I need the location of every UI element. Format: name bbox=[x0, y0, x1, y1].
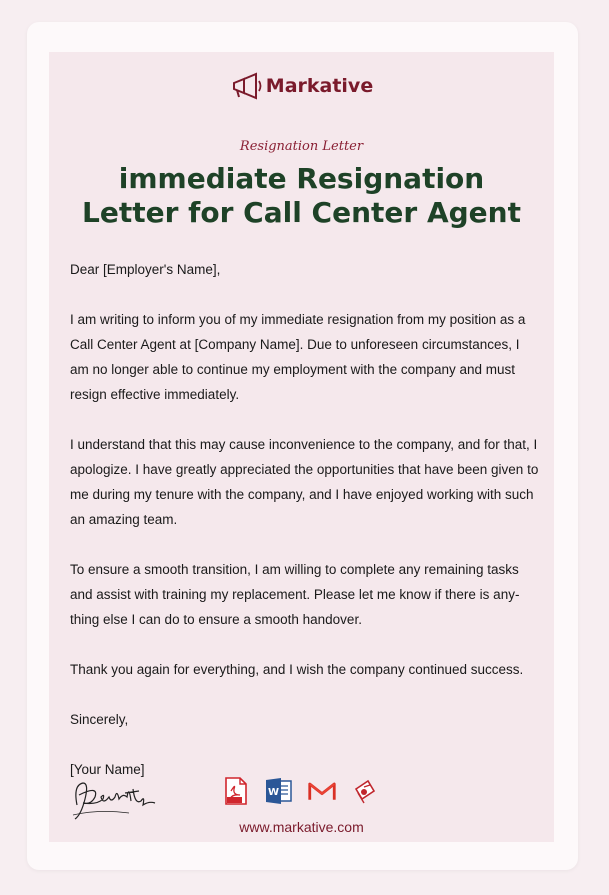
megaphone-icon bbox=[230, 72, 264, 100]
salutation: Dear [Employer's Name], bbox=[70, 262, 221, 277]
website-link[interactable]: www.markative.com bbox=[239, 819, 364, 835]
svg-text:W: W bbox=[268, 787, 280, 798]
word-icon[interactable] bbox=[265, 776, 293, 806]
name-placeholder: [Your Name] bbox=[70, 762, 145, 777]
brand-name: Markative bbox=[265, 75, 374, 97]
paragraph-1: I am writing to inform you of my immediate resignation from my position as a Call Center Agent at [Company Name]. Due to unforeseen circumstances, I am no longer able to continue my employment with the company and must resign effective immediately. bbox=[70, 312, 526, 402]
letter-body bbox=[70, 257, 540, 782]
title-line-2: Letter for Call Center Agent bbox=[82, 196, 521, 229]
closing: Sincerely, bbox=[70, 712, 129, 727]
brand-logo[interactable] bbox=[49, 72, 554, 100]
pdf-icon[interactable] bbox=[222, 776, 250, 806]
gmail-icon[interactable] bbox=[308, 776, 336, 806]
paragraph-4: Thank you again for everything, and I wish the company continued success. bbox=[70, 662, 524, 677]
document-title bbox=[59, 162, 544, 230]
document-subtitle: Resignation Letter bbox=[239, 139, 364, 154]
paragraph-2: I understand that this may cause inconvenience to the company, and for that, I apologize. I have greatly appreciated the opportunities that have been given to me during my tenure with the company, and I have enjoyed working with such an amazing team. bbox=[70, 437, 539, 527]
title-line-1: immediate Resignation bbox=[118, 162, 485, 195]
download-icons bbox=[222, 776, 379, 806]
print-icon[interactable] bbox=[351, 776, 379, 806]
letter-paper bbox=[49, 52, 554, 842]
paragraph-3: To ensure a smooth transition, I am willing to complete any remaining tasks and assist with training my replacement. Please let me know if there is any-thing else I can do to ensure a smooth handover. bbox=[70, 562, 520, 627]
